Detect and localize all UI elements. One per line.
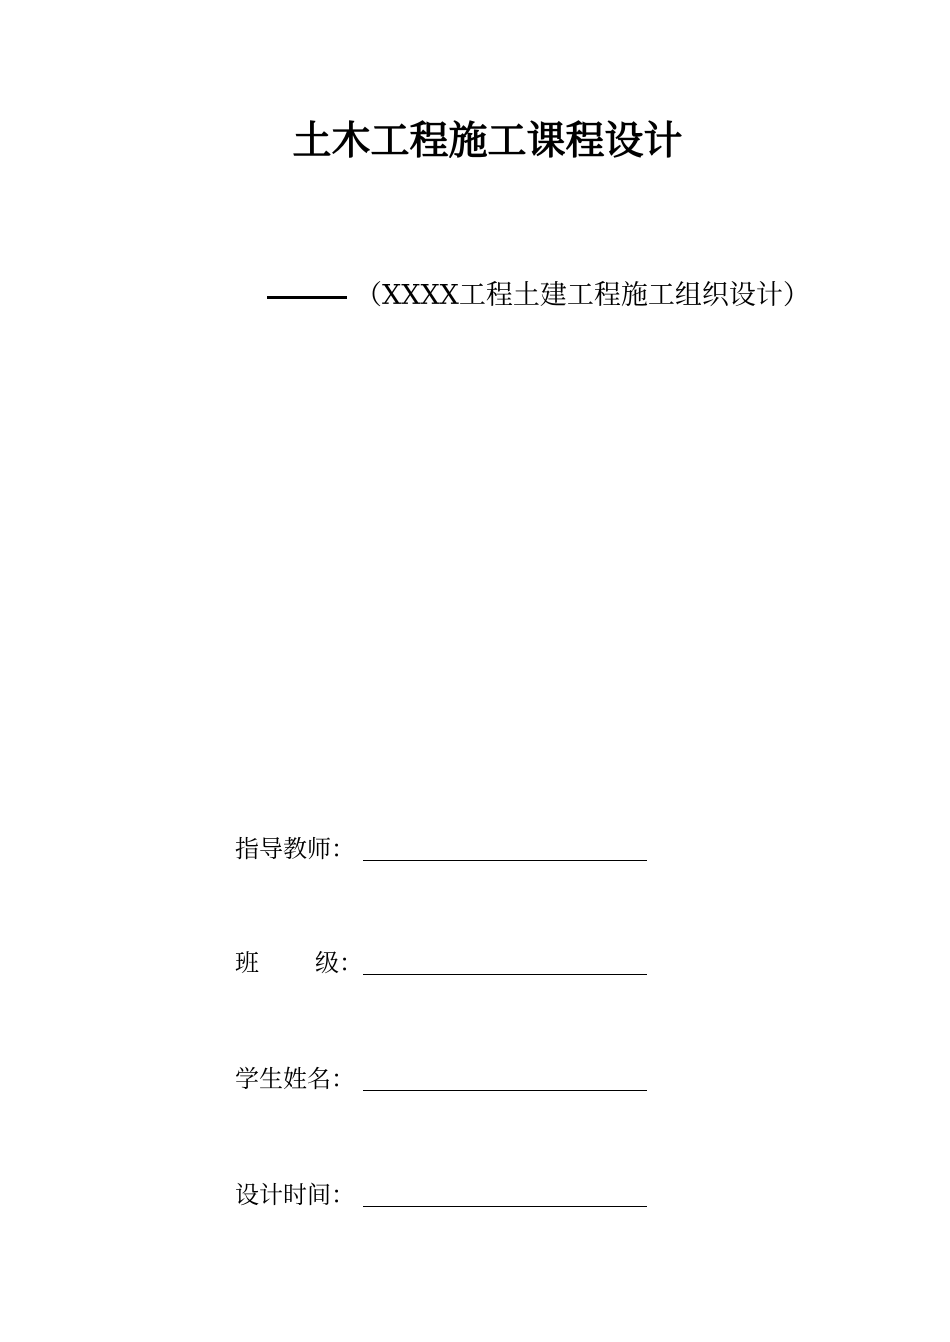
class-field [235,943,647,979]
design-time-field [235,1175,647,1211]
design-time-input-line[interactable] [363,1206,647,1207]
design-time-label-text: 设计时间： [235,1181,355,1209]
class-label [235,947,363,979]
class-label-part-1: 班 [235,949,259,977]
student-name-label [235,1063,363,1095]
design-time-label [235,1179,363,1211]
advisor-input-line[interactable] [363,860,647,861]
student-name-field [235,1059,647,1095]
class-label-part-2: 级： [315,949,363,977]
class-input-line[interactable] [363,974,647,975]
document-subtitle: （XXXX工程土建工程施工组织设计） [355,280,810,311]
student-name-input-line[interactable] [363,1090,647,1091]
subtitle-dash [267,296,347,299]
advisor-label [235,833,363,865]
advisor-label-text: 指导教师： [235,835,355,863]
subtitle-row [267,272,810,320]
student-name-label-text: 学生姓名： [235,1065,355,1093]
advisor-field [235,829,647,865]
document-title: 土木工程施工课程设计 [292,119,683,164]
